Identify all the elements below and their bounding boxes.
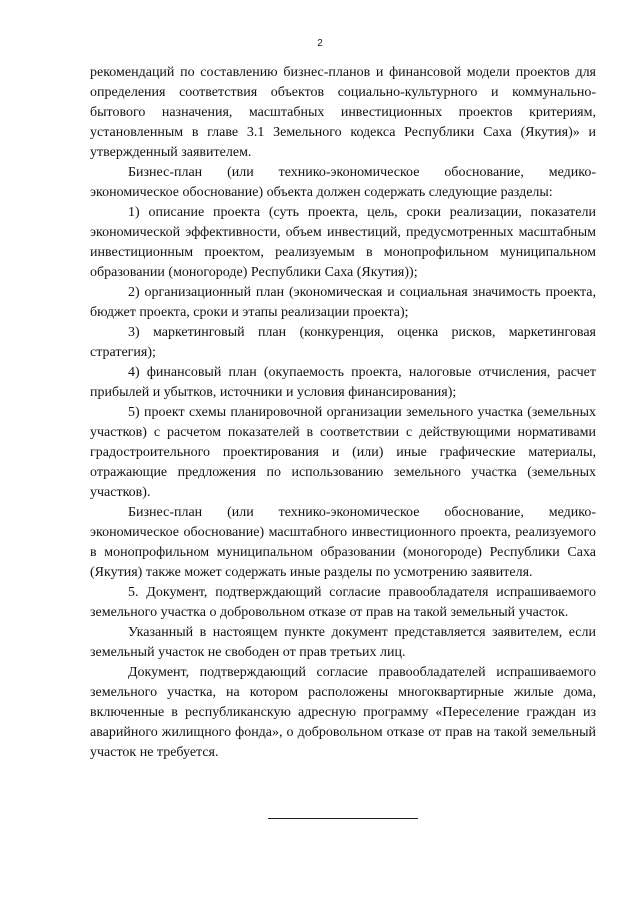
closing-rule [268, 818, 418, 819]
document-body [90, 63, 596, 763]
paragraph-business-plan-sections: Бизнес-план (или технико-экономическое обоснование, медико-экономическое обоснование) объекта должен содержать следующие разделы: [90, 165, 596, 200]
list-item-organizational-plan: 2) организационный план (экономическая и социальная значимость проекта, бюджет проекта, сроки и этапы реализации проекта); [90, 285, 596, 320]
paragraph-additional-sections: Бизнес-план (или технико-экономическое обоснование, медико-экономическое обоснование) масштабного инвестиционного проекта, реализуемого в монопрофильном муниципальном образовании (моногороде) Республики Саха (Якутия) также может содержать иные разделы по усмотрению заявителя. [90, 505, 596, 580]
paragraph-consent-document: 5. Документ, подтверждающий согласие правообладателя испрашиваемого земельного участка о добровольном отказе от прав на такой земельный участок. [90, 585, 596, 620]
paragraph-not-required: Документ, подтверждающий согласие правообладателей испрашиваемого земельного участка, на котором расположены многоквартирные жилые дома, включенные в республиканскую адресную программу «Переселение граждан из аварийного жилищного фонда», о добровольном отказе от прав на такой земельный участок не требуется. [90, 665, 596, 760]
list-item-marketing-plan: 3) маркетинговый план (конкуренция, оценка рисков, маркетинговая стратегия); [90, 325, 596, 360]
page-number: 2 [317, 38, 323, 49]
list-item-project-description: 1) описание проекта (суть проекта, цель, сроки реализации, показатели экономической эффективности, объем инвестиций, предусмотренных масштабным инвестиционным проектом, реализуемым в монопрофильном муниципальном образовании (моногороде) Республики Саха (Якутия)); [90, 205, 596, 280]
list-item-financial-plan: 4) финансовый план (окупаемость проекта, налоговые отчисления, расчет прибылей и убытков, источники и условия финансирования); [90, 365, 596, 400]
list-item-site-plan: 5) проект схемы планировочной организации земельного участка (земельных участков) с расчетом показателей в соответствии с действующими нормативами градостроительного проектирования и (или) иные графические материалы, отражающие предложения по использованию земельного участка (земельных участков). [90, 405, 596, 500]
paragraph-continuation: рекомендаций по составлению бизнес-планов и финансовой модели проектов для определения соответствия объектов социально-культурного и коммунально-бытового назначения, масштабных инвестиционных проектов критериям, установленным в главе 3.1 Земельного кодекса Республики Саха (Якутия)» и утвержденный заявителем. [90, 65, 596, 160]
paragraph-document-condition: Указанный в настоящем пункте документ представляется заявителем, если земельный участок не свободен от прав третьих лиц. [90, 625, 596, 660]
